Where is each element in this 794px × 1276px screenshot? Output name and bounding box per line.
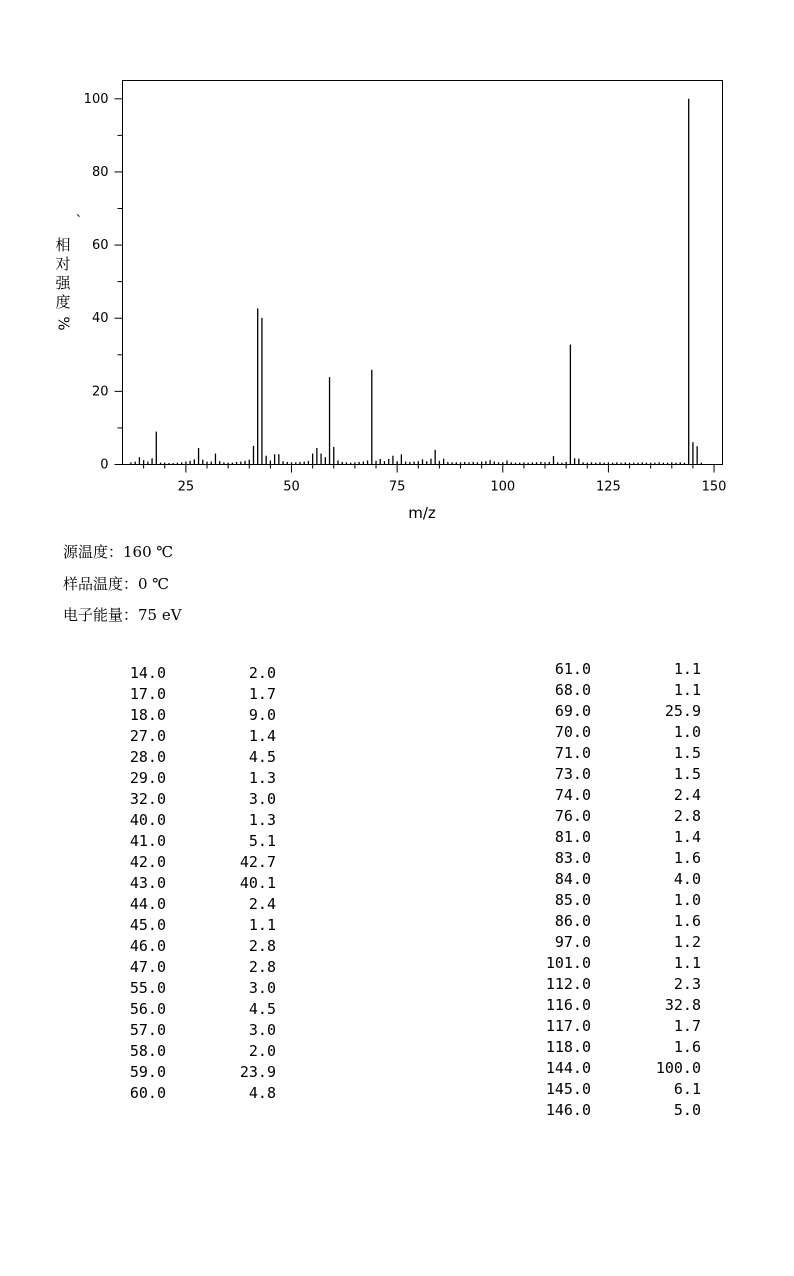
intensity-value: 1.5 xyxy=(673,765,701,783)
mz-value: 60.0 xyxy=(129,1084,166,1102)
mz-value: 69.0 xyxy=(554,702,591,720)
mz-value: 45.0 xyxy=(129,916,166,934)
mz-value: 44.0 xyxy=(129,895,166,913)
mz-value: 27.0 xyxy=(129,727,166,745)
intensity-value: 4.8 xyxy=(248,1084,276,1102)
intensity-value: 1.0 xyxy=(673,723,701,741)
mz-value: 46.0 xyxy=(129,937,166,955)
mz-value: 83.0 xyxy=(554,849,591,867)
mz-value: 117.0 xyxy=(545,1017,591,1035)
intensity-value: 1.1 xyxy=(673,660,701,678)
intensity-value: 1.4 xyxy=(248,727,276,745)
x-tick-label: 50 xyxy=(283,479,300,495)
x-tick-label: 150 xyxy=(701,479,727,495)
mz-value: 32.0 xyxy=(129,790,166,808)
right-table-row xyxy=(0,701,794,722)
y-axis xyxy=(84,92,123,473)
right-table-row xyxy=(0,932,794,953)
intensity-value: 2.3 xyxy=(673,975,701,993)
intensity-value: 1.6 xyxy=(673,849,701,867)
right-table-row xyxy=(0,743,794,764)
mz-value: 118.0 xyxy=(545,1038,591,1056)
mz-value: 70.0 xyxy=(554,723,591,741)
intensity-value: 2.4 xyxy=(673,786,701,804)
right-table-row xyxy=(0,995,794,1016)
intensity-value: 4.5 xyxy=(248,1000,276,1018)
y-axis-title-char: 强 xyxy=(55,274,71,292)
mz-value: 47.0 xyxy=(129,958,166,976)
mz-value: 112.0 xyxy=(545,975,591,993)
y-axis-title-char: % xyxy=(54,316,73,331)
mz-value: 84.0 xyxy=(554,870,591,888)
mz-value: 146.0 xyxy=(545,1101,591,1119)
intensity-value: 5.1 xyxy=(248,832,276,850)
right-table-row xyxy=(0,722,794,743)
right-table-row xyxy=(0,680,794,701)
y-tick-label: 100 xyxy=(83,91,109,107)
intensity-value: 25.9 xyxy=(664,702,701,720)
electron-energy: 电子能量：75 eV xyxy=(63,606,182,624)
right-table-row xyxy=(0,785,794,806)
mz-value: 42.0 xyxy=(129,853,166,871)
intensity-value: 1.1 xyxy=(673,681,701,699)
right-table-row xyxy=(0,911,794,932)
mz-value: 68.0 xyxy=(554,681,591,699)
mz-value: 116.0 xyxy=(545,996,591,1014)
intensity-value: 4.5 xyxy=(248,748,276,766)
mz-value: 17.0 xyxy=(129,685,166,703)
y-axis-title-char: 度 xyxy=(55,293,71,311)
intensity-value: 3.0 xyxy=(248,979,276,997)
intensity-value: 3.0 xyxy=(248,790,276,808)
intensity-value: 9.0 xyxy=(248,706,276,724)
x-tick-label: 25 xyxy=(177,479,195,495)
right-table-row xyxy=(0,1037,794,1058)
mz-value: 85.0 xyxy=(554,891,591,909)
mz-value: 86.0 xyxy=(554,912,591,930)
mz-value: 41.0 xyxy=(129,832,166,850)
right-table-row xyxy=(0,953,794,974)
mz-value: 29.0 xyxy=(129,769,166,787)
x-tick-label: 100 xyxy=(490,479,516,495)
intensity-value: 23.9 xyxy=(239,1063,276,1081)
intensity-value: 1.4 xyxy=(673,828,701,846)
x-axis xyxy=(144,465,727,495)
y-tick-label: 80 xyxy=(91,164,109,180)
intensity-value: 100.0 xyxy=(655,1059,701,1077)
right-table-row xyxy=(0,1079,794,1100)
right-table-row xyxy=(0,806,794,827)
y-tick-label: 0 xyxy=(100,457,109,473)
intensity-value: 2.0 xyxy=(248,1042,276,1060)
intensity-value: 1.5 xyxy=(673,744,701,762)
x-tick-label: 75 xyxy=(388,479,406,495)
mz-value: 71.0 xyxy=(554,744,591,762)
intensity-value: 1.3 xyxy=(248,811,276,829)
source-temperature: 源温度：160 ℃ xyxy=(63,543,174,561)
intensity-value: 4.0 xyxy=(673,870,701,888)
intensity-value: 2.0 xyxy=(248,664,276,682)
mz-value: 58.0 xyxy=(129,1042,166,1060)
mz-value: 55.0 xyxy=(129,979,166,997)
x-axis-title: m/z xyxy=(408,504,436,522)
intensity-value: 40.1 xyxy=(239,874,276,892)
intensity-value: 1.6 xyxy=(673,1038,701,1056)
mz-value: 43.0 xyxy=(129,874,166,892)
mz-value: 14.0 xyxy=(129,664,166,682)
mz-value: 57.0 xyxy=(129,1021,166,1039)
mz-value: 81.0 xyxy=(554,828,591,846)
mz-value: 74.0 xyxy=(554,786,591,804)
mz-value: 59.0 xyxy=(129,1063,166,1081)
mz-value: 40.0 xyxy=(129,811,166,829)
y-tick-label: 20 xyxy=(91,384,109,400)
mass-spectrum-chart xyxy=(0,0,794,530)
intensity-value: 3.0 xyxy=(248,1021,276,1039)
mz-value: 76.0 xyxy=(554,807,591,825)
right-table-row xyxy=(0,827,794,848)
intensity-value: 1.7 xyxy=(248,685,276,703)
mz-value: 73.0 xyxy=(554,765,591,783)
intensity-value: 5.0 xyxy=(673,1101,701,1119)
right-table-row xyxy=(0,1100,794,1121)
stray-mark: 、 xyxy=(76,205,89,219)
y-axis-title-char: 对 xyxy=(55,255,71,273)
peak-bars xyxy=(131,99,701,465)
mz-value: 28.0 xyxy=(129,748,166,766)
intensity-value: 1.7 xyxy=(673,1017,701,1035)
right-table-row xyxy=(0,659,794,680)
mz-value: 56.0 xyxy=(129,1000,166,1018)
y-tick-label: 60 xyxy=(91,238,109,254)
intensity-value: 2.8 xyxy=(248,958,276,976)
y-tick-label: 40 xyxy=(91,311,109,327)
intensity-value: 2.8 xyxy=(248,937,276,955)
intensity-value: 1.2 xyxy=(673,933,701,951)
plot-frame xyxy=(123,81,723,465)
intensity-value: 2.8 xyxy=(673,807,701,825)
right-table-row xyxy=(0,848,794,869)
sample-temperature: 样品温度：0 ℃ xyxy=(63,575,170,593)
mz-value: 18.0 xyxy=(129,706,166,724)
right-table-row xyxy=(0,1058,794,1079)
y-axis-title-char: 相 xyxy=(55,236,71,254)
intensity-value: 1.0 xyxy=(673,891,701,909)
intensity-value: 42.7 xyxy=(239,853,276,871)
right-table-row xyxy=(0,890,794,911)
right-table-row xyxy=(0,764,794,785)
intensity-value: 2.4 xyxy=(248,895,276,913)
right-table-row xyxy=(0,974,794,995)
peak-table-right xyxy=(0,659,794,1121)
right-table-row xyxy=(0,869,794,890)
intensity-value: 1.1 xyxy=(673,954,701,972)
intensity-value: 32.8 xyxy=(664,996,701,1014)
intensity-value: 1.1 xyxy=(248,916,276,934)
mz-value: 97.0 xyxy=(554,933,591,951)
intensity-value: 6.1 xyxy=(673,1080,701,1098)
mz-value: 144.0 xyxy=(545,1059,591,1077)
intensity-value: 1.3 xyxy=(248,769,276,787)
x-tick-label: 125 xyxy=(596,479,621,495)
intensity-value: 1.6 xyxy=(673,912,701,930)
y-axis-title xyxy=(52,236,74,333)
right-table-row xyxy=(0,1016,794,1037)
mz-value: 101.0 xyxy=(545,954,591,972)
mz-value: 61.0 xyxy=(554,660,591,678)
mz-value: 145.0 xyxy=(545,1080,591,1098)
